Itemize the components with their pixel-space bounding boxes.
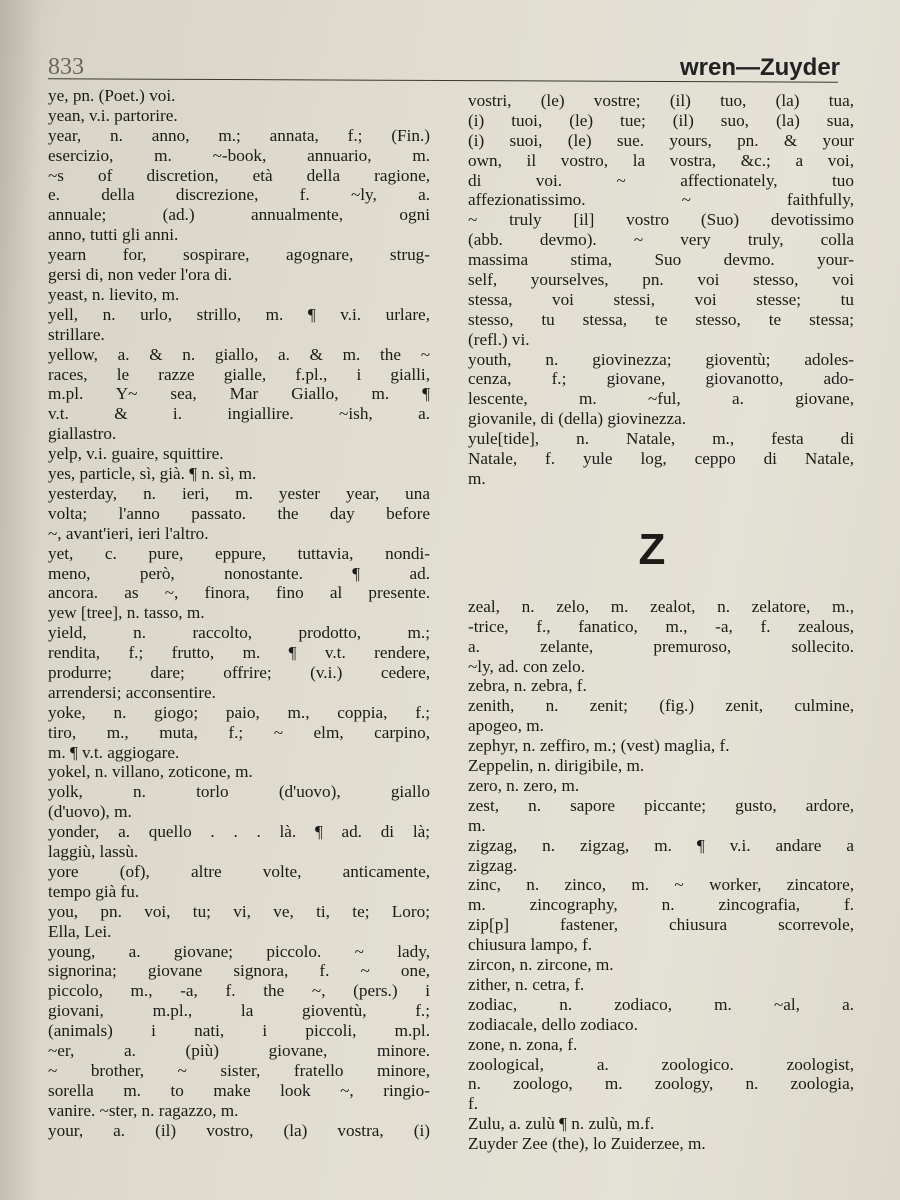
entry-line: (i) suoi, (le) sue. yours, pn. & your: [468, 130, 854, 150]
entry-line: year, n. anno, m.; annata, f.; (Fin.): [48, 125, 430, 145]
entry-line: lescente, m. ~ful, a. giovane,: [468, 389, 854, 409]
entry-line: tempo già fu.: [48, 881, 140, 901]
entry-line: zigzag.: [468, 855, 518, 875]
entry-line: yolk, n. torlo (d'uovo), giallo: [48, 782, 430, 802]
entry-line: own, il vostro, la vostra, &c.; a voi,: [468, 150, 854, 170]
entry-line: yield, n. raccolto, prodotto, m.;: [48, 623, 430, 643]
entry-line: ancora. as ~, finora, fino al presente.: [48, 583, 430, 603]
entry-line: chiusura lampo, f.: [468, 935, 593, 955]
entry-line: e. della discrezione, f. ~ly, a.: [48, 185, 430, 205]
entry-line: anno, tutti gli anni.: [48, 225, 179, 245]
entry-line: yes, particle, sì, già. ¶ n. sì, m.: [48, 464, 257, 484]
entry-line: zircon, n. zircone, m.: [468, 955, 614, 975]
entry-line: arrendersi; acconsentire.: [48, 682, 216, 702]
entry-line: esercizio, m. ~-book, annuario, m.: [48, 145, 430, 165]
entry-line: stesso, tu stessa, te stesso, te stessa;: [468, 309, 854, 329]
entry-line: meno, però, nonostante. ¶ ad.: [48, 563, 430, 583]
entry-line: n. zoologo, m. zoology, n. zoologia,: [468, 1074, 854, 1094]
entry-line: m.: [468, 815, 486, 835]
entry-line: laggiù, lassù.: [48, 842, 139, 862]
entry-line: ~ truly [il] vostro (Suo) devotissimo: [468, 210, 854, 230]
entry-line: Ella, Lei.: [48, 921, 112, 941]
entry-line: your, a. (il) vostro, (la) vostra, (i): [48, 1120, 430, 1140]
entry-line: you, pn. voi, tu; vi, ve, ti, te; Loro;: [48, 901, 430, 921]
entry-line: (abb. devmo). ~ very truly, colla: [468, 230, 854, 250]
entry-line: yore (of), altre volte, anticamente,: [48, 861, 430, 881]
entry-line: ~er, a. (più) giovane, minore.: [48, 1041, 430, 1061]
entry-line: ~ brother, ~ sister, fratello minore,: [48, 1060, 430, 1080]
entry-line: piccolo, m., -a, f. the ~, (pers.) i: [48, 981, 430, 1001]
entry-line: zeal, n. zelo, m. zealot, n. zelatore, m.,: [468, 596, 854, 616]
entry-line: Zuyder Zee (the), lo Zuiderzee, m.: [468, 1134, 706, 1154]
entry-line: zephyr, n. zeffiro, m.; (vest) maglia, f.: [468, 736, 730, 756]
entry-line: cenza, f.; giovane, giovanotto, ado-: [468, 369, 854, 389]
entry-line: gersi di, non veder l'ora di.: [48, 265, 232, 285]
entry-line: races, le razze gialle, f.pl., i gialli,: [48, 364, 430, 384]
right-column: [468, 91, 854, 1154]
entry-line: annuale; (ad.) annualmente, ogni: [48, 205, 430, 225]
entry-line: yet, c. pure, eppure, tuttavia, nondi-: [48, 543, 430, 563]
entry-line: ~, avant'ieri, ieri l'altro.: [48, 523, 209, 543]
entry-line: di voi. ~ affectionately, tuo: [468, 170, 854, 190]
right-column-bottom: [468, 597, 854, 1154]
entry-line: giallastro.: [48, 424, 117, 444]
entry-line: signorina; giovane signora, f. ~ one,: [48, 961, 430, 981]
entry-line: ~ly, ad. con zelo.: [468, 656, 585, 676]
entry-line: yeast, n. lievito, m.: [48, 284, 180, 304]
entry-line: produrre; dare; offrire; (v.i.) cedere,: [48, 663, 430, 682]
entry-line: zinc, n. zinco, m. ~ worker, zincatore,: [468, 875, 854, 895]
left-column: [48, 86, 430, 1141]
entry-line: volta; l'anno passato. the day before: [48, 503, 430, 523]
entry-line: young, a. giovane; piccolo. ~ lady,: [48, 941, 430, 961]
entry-line: f.: [468, 1094, 479, 1114]
entry-line: zip[p] fastener, chiusura scorrevole,: [468, 915, 854, 935]
entry-line: tiro, m., muta, f.; ~ elm, carpino,: [48, 722, 430, 742]
entry-line: yelp, v.i. guaire, squittire.: [48, 444, 224, 464]
entry-line: zither, n. cetra, f.: [468, 974, 585, 994]
section-letter: Z: [638, 524, 666, 574]
entry-line: yew [tree], n. tasso, m.: [48, 603, 205, 623]
entry-line: Zulu, a. zulù ¶ n. zulù, m.f.: [468, 1114, 655, 1134]
entry-line: zest, n. sapore piccante; gusto, ardore,: [468, 795, 854, 815]
right-column-top: [468, 91, 854, 489]
entry-line: zero, n. zero, m.: [468, 775, 580, 795]
entry-line: a. zelante, premuroso, sollecito.: [468, 636, 854, 656]
entry-line: rendita, f.; frutto, m. ¶ v.t. rendere,: [48, 643, 430, 663]
entry-line: yule[tide], n. Natale, m., festa di: [468, 429, 854, 449]
entry-line: (d'uovo), m.: [48, 802, 132, 822]
entry-line: (i) tuoi, (le) tue; (il) suo, (la) sua,: [468, 110, 854, 130]
entry-line: m.: [468, 468, 486, 488]
entry-line: (animals) i nati, i piccoli, m.pl.: [48, 1021, 430, 1041]
entry-line: (refl.) vi.: [468, 329, 530, 349]
entry-line: strillare.: [48, 324, 105, 344]
entry-line: apogeo, m.: [468, 716, 544, 736]
entry-line: v.t. & i. ingiallire. ~ish, a.: [48, 404, 430, 424]
entry-line: self, yourselves, pn. voi stesso, voi: [468, 270, 854, 290]
entry-line: zebra, n. zebra, f.: [468, 676, 587, 696]
entry-line: zenith, n. zenit; (fig.) zenit, culmine,: [468, 696, 854, 716]
entry-line: stessa, voi stessi, voi stesse; tu: [468, 289, 854, 309]
entry-line: yearn for, sospirare, agognare, strug-: [48, 245, 430, 265]
entry-line: vostri, (le) vostre; (il) tuo, (la) tua,: [468, 91, 854, 110]
entry-line: ye, pn. (Poet.) voi.: [48, 86, 176, 105]
page-number: 833: [48, 54, 84, 80]
entry-line: yokel, n. villano, zoticone, m.: [48, 762, 253, 782]
entry-line: zone, n. zona, f.: [468, 1034, 578, 1054]
entry-line: m. ¶ v.t. aggiogare.: [48, 742, 180, 762]
entry-line: giovanile, di (della) giovinezza.: [468, 409, 687, 429]
entry-line: ~s of discretion, età della ragione,: [48, 165, 430, 185]
entry-line: zoological, a. zoologico. zoologist,: [468, 1054, 854, 1074]
entry-line: vanire. ~ster, n. ragazzo, m.: [48, 1100, 239, 1120]
entry-line: yoke, n. giogo; paio, m., coppia, f.;: [48, 702, 430, 722]
entry-line: yellow, a. & n. giallo, a. & m. the ~: [48, 344, 430, 364]
page-shadow: [0, 0, 40, 1200]
entry-line: Natale, f. yule log, ceppo di Natale,: [468, 449, 854, 469]
entry-line: massima stima, Suo devmo. your-: [468, 250, 854, 270]
entry-line: giovani, m.pl., la gioventù, f.;: [48, 1001, 430, 1021]
entry-line: m.pl. Y~ sea, Mar Giallo, m. ¶: [48, 384, 430, 404]
entry-line: yonder, a. quello . . . là. ¶ ad. di là;: [48, 822, 430, 842]
entry-line: yesterday, n. ieri, m. yester year, una: [48, 483, 430, 503]
entry-line: sorella m. to make look ~, ringio-: [48, 1080, 430, 1100]
entry-line: zodiacale, dello zodiaco.: [468, 1014, 638, 1034]
entry-line: yell, n. urlo, strillo, m. ¶ v.i. urlare,: [48, 304, 430, 324]
entry-line: m. zincography, n. zincografia, f.: [468, 895, 854, 915]
entry-line: yean, v.i. partorire.: [48, 105, 178, 125]
entry-line: zodiac, n. zodiaco, m. ~al, a.: [468, 994, 854, 1014]
running-head: wren—Zuyder: [679, 54, 840, 81]
entry-line: -trice, f., fanatico, m., -a, f. zealous,: [468, 616, 854, 636]
entry-line: Zeppelin, n. dirigibile, m.: [468, 756, 645, 776]
entry-line: affezionatissimo. ~ faithfully,: [468, 190, 854, 210]
entry-line: youth, n. giovinezza; gioventù; adoles-: [468, 349, 854, 369]
entry-line: zigzag, n. zigzag, m. ¶ v.i. andare a: [468, 835, 854, 855]
